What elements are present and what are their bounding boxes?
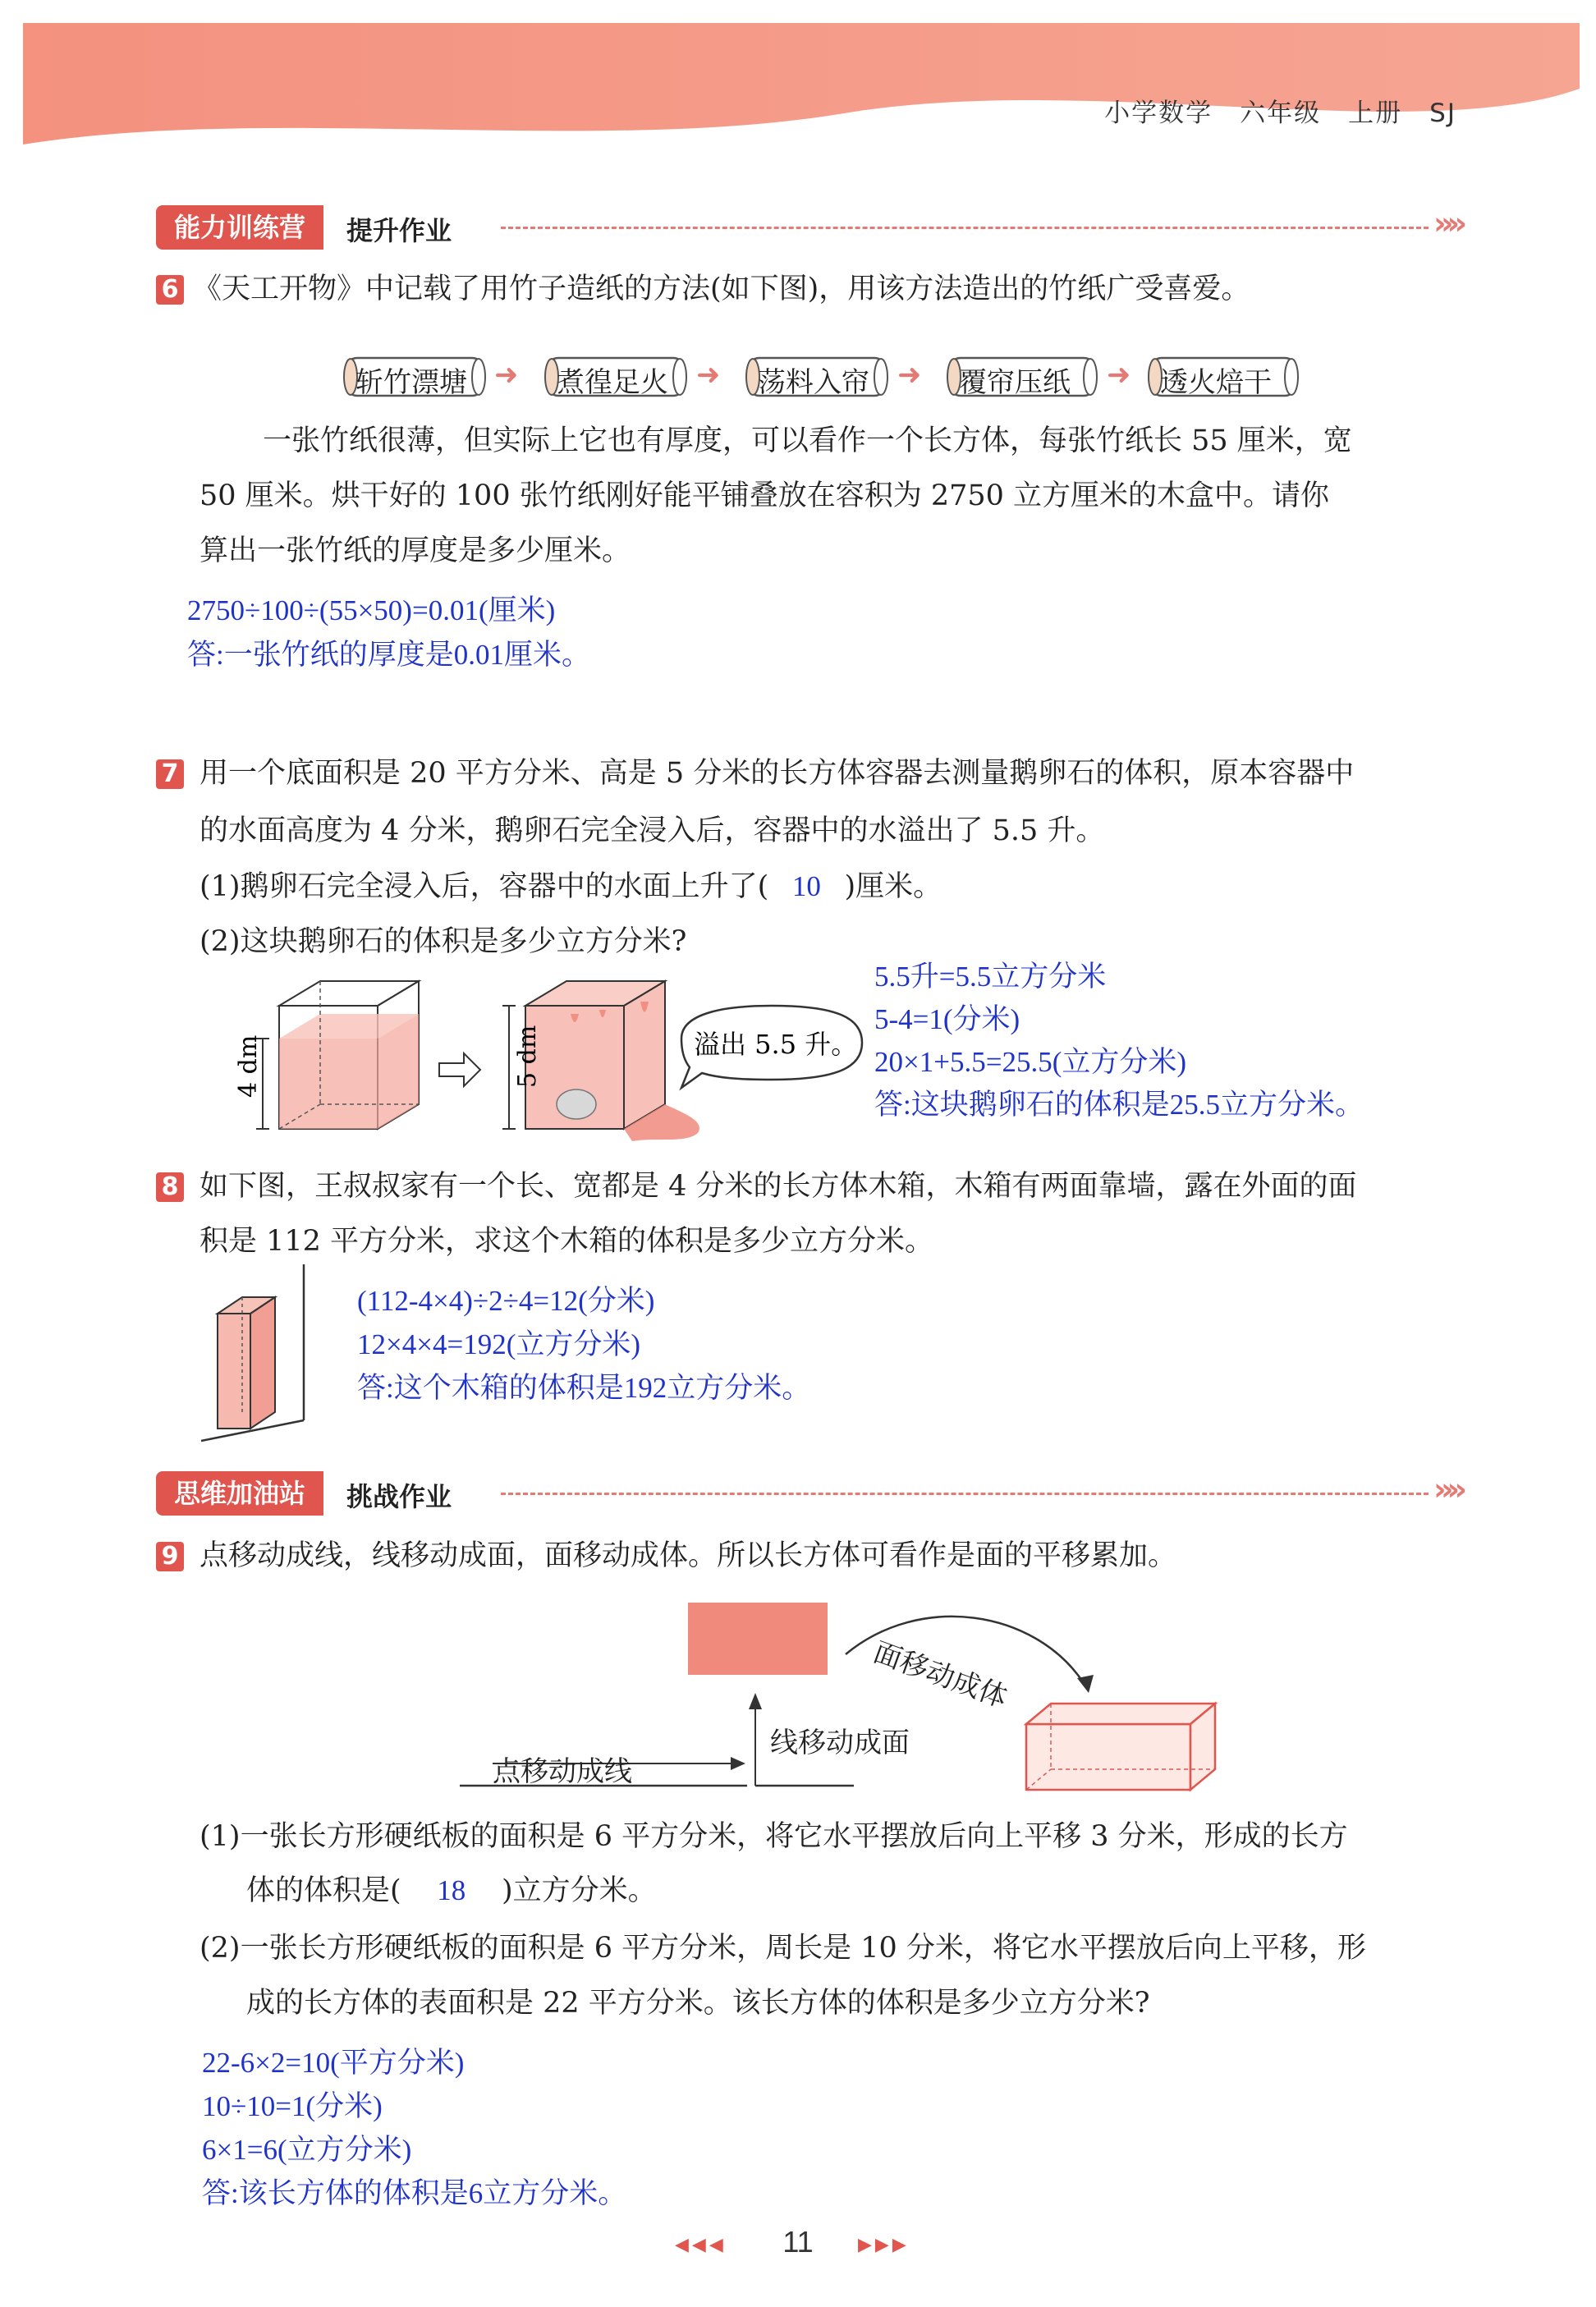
process-step [1145,351,1309,402]
double-chevron-icon: »» [1433,205,1461,241]
answer-line: 5-4=1(分米) [874,1003,1020,1035]
answer-line: (112-4×4)÷2÷4=12(分米) [357,1285,655,1317]
sub-question [246,1876,657,1906]
process-step [743,351,891,402]
fill-blank-answer: 18 [437,1874,466,1906]
answer-line: 6×1=6(立方分米) [202,2134,412,2166]
answer-line: 答:该长方体的体积是6立方分米。 [202,2177,627,2209]
cuboid [1026,1704,1215,1790]
sub-question-text: 体的体积是( [246,1874,401,1907]
answer-line: 2750÷100÷(55×50)=0.01(厘米) [187,594,556,626]
answer-line: 12×4×4=192(立方分米) [357,1328,641,1360]
question-text: 点移动成线，线移动成面，面移动成体。所以长方体可看作是面的平移累加。 [200,1539,1177,1572]
dimension-label: 4 dm [234,1034,263,1098]
question-text: 积是 112 平方分米，求这个木箱的体积是多少立方分米。 [200,1225,934,1258]
process-step [944,351,1100,402]
container-diagram [234,981,895,1149]
answer-line: 10÷10=1(分米) [202,2090,383,2122]
section-tag: 思维加油站 [156,1471,323,1516]
fill-blank-answer: 10 [791,870,821,902]
sub-question-text: (1)鹅卵石完全浸入后，容器中的水面上升了( [200,870,769,903]
answer-line: 20×1+5.5=25.5(立方分米) [874,1046,1187,1078]
section-divider [501,227,1429,229]
arrow-up-icon [749,1693,762,1709]
question-text: 一张竹纸很薄，但实际上它也有厚度，可以看作一个长方体，每张竹纸长 55 厘米，宽 [263,424,1352,457]
sub-question [200,872,942,901]
arrow-right-icon: ➜ [494,359,519,392]
wooden-box-diagram [197,1264,320,1445]
section-subtitle: 挑战作业 [346,1481,452,1512]
section-subtitle: 提升作业 [346,215,452,246]
question-number: 7 [156,759,184,789]
section-tag: 能力训练营 [156,205,323,250]
sub-question-text: )厘米。 [844,870,942,903]
section-divider [501,1493,1429,1495]
double-chevron-icon: »» [1433,1471,1461,1507]
rectangle-face [688,1603,828,1675]
section-bar-2 [156,1471,1470,1516]
sub-question-text: (2)一张长方形硬纸板的面积是 6 平方分米，周长是 10 分米，将它水平摆放后向上平移，形 [200,1932,1366,1965]
page-next-icon: ▶▶▶ [858,2235,910,2255]
arrow-right-icon: ➜ [696,359,721,392]
process-step-label: 覆帘压纸 [959,366,1071,399]
process-step-label: 斩竹漂塘 [355,366,467,399]
answer-line: 5.5升=5.5立方分米 [874,961,1107,993]
dimension-label: 5 dm [513,1025,542,1088]
process-step-label: 煮徨足火 [557,366,668,399]
speech-bubble-text: 溢出 5.5 升。 [694,1029,858,1060]
process-step-label: 透火焙干 [1160,366,1272,399]
answer-line: 22-6×2=10(平方分米) [202,2047,465,2079]
header-title: 小学数学 六年级 上册 SJ [1104,99,1456,128]
arrow-right-icon: ➜ [1107,359,1131,392]
page-number: 11 [782,2225,814,2259]
sub-question-text: (1)一张长方形硬纸板的面积是 6 平方分米，将它水平摆放后向上平移 3 分米，形成的长方 [200,1820,1348,1853]
section-bar-1 [156,205,1470,250]
process-step [341,351,488,402]
question-text: 的水面高度为 4 分米，鹅卵石完全浸入后，容器中的水溢出了 5.5 升。 [200,814,1105,847]
container-before [256,981,419,1129]
diagram-label: 线移动成面 [770,1727,910,1759]
question-text: 《天工开物》中记载了用竹子造纸的方法(如下图)，用该方法造出的竹纸广受喜爱。 [193,273,1250,305]
pebble-icon [557,1089,596,1119]
page-prev-icon: ◀◀◀ [675,2235,727,2255]
question-text: 用一个底面积是 20 平方分米、高是 5 分米的长方体容器去测量鹅卵石的体积，原本容器中 [200,757,1355,790]
sub-question-text: (2)这块鹅卵石的体积是多少立方分米? [200,925,687,958]
diagram-label: 面移动成体 [869,1635,1012,1715]
question-number: 9 [156,1542,184,1571]
answer-line: 答:一张竹纸的厚度是0.01厘米。 [187,639,590,671]
diagram-label: 点移动成线 [493,1755,632,1788]
answer-line: 答:这块鹅卵石的体积是25.5立方分米。 [874,1089,1364,1121]
process-step-label: 荡料入帘 [758,366,869,399]
sub-question-text: )立方分米。 [501,1874,657,1907]
process-step [542,351,690,402]
arrow-right-icon: ➜ [897,359,922,392]
question-text: 如下图，王叔叔家有一个长、宽都是 4 分米的长方体木箱，木箱有两面靠墙，露在外面的面 [200,1170,1357,1203]
arrow-right-icon [439,1053,480,1086]
answer-line: 答:这个木箱的体积是192立方分米。 [357,1372,811,1404]
question-number: 8 [156,1172,184,1202]
question-text: 算出一张竹纸的厚度是多少厘米。 [200,534,631,567]
question-text: 50 厘米。烘干好的 100 张竹纸刚好能平铺叠放在容积为 2750 立方厘米的木盒中。请你 [200,479,1330,512]
arrow-right-icon [731,1757,745,1770]
sub-question-text: 成的长方体的表面积是 22 平方分米。该长方体的体积是多少立方分米? [246,1987,1150,2020]
question-number: 6 [156,275,184,305]
